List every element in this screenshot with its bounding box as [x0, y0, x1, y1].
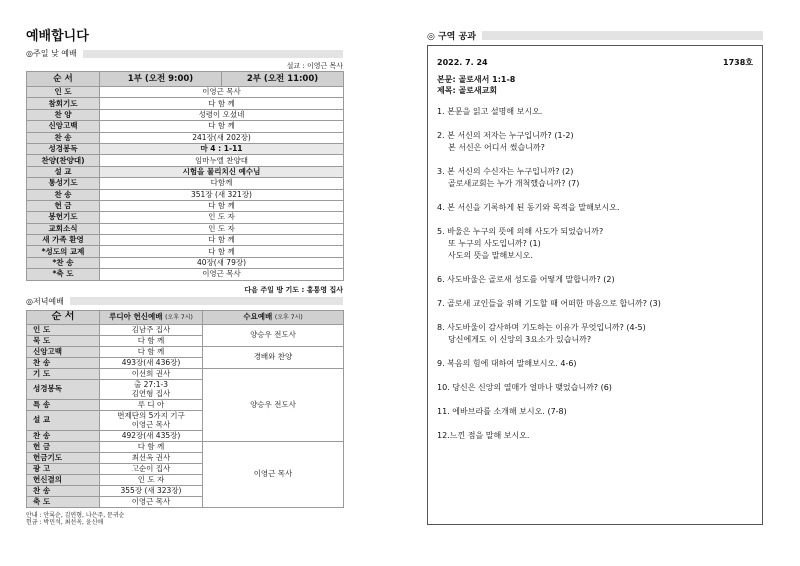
row-label: 신앙고백 [27, 121, 100, 132]
evening-header-friday [100, 310, 203, 324]
question-text: 1. 본문을 읽고 설명해 보시오. [437, 107, 543, 116]
row-value: 351장 (새 321장) [100, 189, 344, 200]
question-item [437, 298, 753, 310]
row-label: 설 교 [27, 166, 100, 177]
question-item [437, 130, 753, 154]
friday-cell [100, 496, 203, 507]
question-text: 2. 본 서신의 저자는 누구입니까? (1-2) [437, 131, 574, 140]
question-text: 7. 골로새 교인들을 위해 기도할 때 어떠한 마음으로 합니까? (3) [437, 299, 661, 308]
friday-cell [100, 399, 203, 410]
right-page [427, 28, 763, 525]
table-row [27, 189, 344, 200]
table-row [27, 132, 344, 143]
question-item [437, 322, 753, 346]
friday-service-name: 루디아 헌신예배 [109, 311, 163, 321]
row-value: 이영근 목사 [100, 87, 344, 98]
table-row [27, 121, 344, 132]
row-label: *성도의 교제 [27, 246, 100, 257]
question-text: 10. 당신은 신앙의 열매가 얼마나 맺었습니까? (6) [437, 383, 612, 392]
table-row [27, 235, 344, 246]
next-prayer-label: 다음 주일 방 기도 : [244, 285, 305, 294]
table-row [27, 143, 344, 154]
heading-bar [482, 31, 763, 40]
friday-value: 이영근 목사 [131, 496, 171, 506]
question-text: 8. 사도바울이 감사하며 기도하는 이유가 무엇입니까? (4-5) [437, 323, 646, 332]
preacher-label: 설교 : [286, 62, 305, 70]
friday-value: 다 함 께 [137, 346, 165, 356]
friday-cell [100, 346, 203, 357]
question-item [437, 382, 753, 394]
row-value: 다 함 께 [100, 98, 344, 109]
question-text: 6. 사도바울은 골로새 성도를 어떻게 말합니까? (2) [437, 275, 615, 284]
question-subtext: 당신에게도 이 신앙의 3요소가 있습니까? [448, 335, 592, 344]
friday-cell [100, 410, 203, 430]
issue-number: 1738호 [723, 58, 753, 67]
friday-value: 이선희 권사 [131, 368, 171, 378]
wednesday-cell: 양승우 전도사 [203, 368, 344, 441]
row-value: 다 함 께 [100, 246, 344, 257]
table-row [27, 246, 344, 257]
table-row [27, 441, 344, 452]
next-prayer-name: 홍통영 집사 [306, 285, 343, 294]
question-item [437, 358, 753, 370]
evening-header-order: 순 서 [27, 310, 100, 324]
question-text: 12.느낀 점을 말해 보시오. [437, 431, 530, 440]
friday-cell [100, 324, 203, 335]
row-label: 성경봉독 [27, 379, 100, 399]
row-label: 찬 송 [27, 189, 100, 200]
question-subtext: 골로새교회는 누가 개척했습니까? (7) [448, 179, 580, 188]
question-subtext: 사도의 뜻을 말해보시오. [448, 251, 533, 260]
friday-value-2: 이영근 목사 [131, 420, 171, 430]
friday-cell [100, 430, 203, 441]
friday-value: 고순이 집사 [131, 463, 171, 473]
lesson-box [427, 45, 763, 525]
table-row [27, 166, 344, 177]
question-subtext: 본 서신은 어디서 썼습니까? [448, 143, 545, 152]
friday-cell [100, 485, 203, 496]
row-label: 새 가족 환영 [27, 235, 100, 246]
friday-value: 루 디 아 [137, 399, 165, 409]
row-label: 참회기도 [27, 98, 100, 109]
lesson-top-line [437, 56, 753, 70]
lesson-subject: 제목: 골로새교회 [437, 86, 498, 95]
row-value: 마 4 : 1-11 [100, 143, 344, 154]
preacher-name: 이영근 목사 [306, 62, 343, 70]
row-label: 헌 금 [27, 200, 100, 211]
row-label: 찬 양 [27, 109, 100, 120]
left-page [26, 28, 343, 526]
friday-cell [100, 335, 203, 346]
row-label: 신앙고백 [27, 346, 100, 357]
heading-bar [70, 297, 343, 305]
table-row [27, 368, 344, 379]
row-value: 인 도 자 [100, 223, 344, 234]
row-label: 광 고 [27, 463, 100, 474]
wednesday-cell: 경배와 찬양 [203, 346, 344, 368]
friday-value: 인 도 자 [137, 474, 165, 484]
header-first-service: 1부 (오전 9:00) [100, 72, 222, 87]
question-item [437, 274, 753, 286]
question-item [437, 166, 753, 190]
notes [26, 512, 343, 526]
friday-cell [100, 474, 203, 485]
table-row [27, 212, 344, 223]
question-text: 11. 에바브라를 소개해 보시오. (7-8) [437, 407, 567, 416]
row-label: *축 도 [27, 269, 100, 280]
header-order: 순 서 [27, 72, 100, 87]
row-label: 헌 금 [27, 441, 100, 452]
question-text: 9. 복음의 힘에 대하여 말해보시오. 4-6) [437, 359, 577, 368]
row-label: 인 도 [27, 87, 100, 98]
row-value: 다 함 께 [100, 121, 344, 132]
friday-cell [100, 379, 203, 399]
sunday-service-title: ◎주일 낮 예배 [26, 49, 77, 58]
table-row [27, 109, 344, 120]
friday-value: 최선옥 권사 [131, 452, 171, 462]
heading-bar [83, 50, 343, 58]
wednesday-cell: 양승우 전도사 [203, 324, 344, 346]
wednesday-service-name: 수요예배 [243, 311, 273, 321]
friday-value: 355장 (새 323장) [120, 485, 182, 495]
row-label: 헌신결의 [27, 474, 100, 485]
scripture-reference: 본문: 골로새서 1:1-8 [437, 75, 516, 84]
table-row [27, 257, 344, 268]
row-value: 이영근 목사 [100, 269, 344, 280]
sunday-service-heading [26, 48, 343, 59]
header-second-service: 2부 (오전 11:00) [222, 72, 344, 87]
friday-cell [100, 368, 203, 379]
row-label: 찬 송 [27, 485, 100, 496]
friday-value: 493장(새 436장) [121, 357, 181, 367]
table-row [27, 98, 344, 109]
friday-service-time: (오후 7시) [165, 313, 193, 321]
question-item [437, 202, 753, 214]
table-row [27, 223, 344, 234]
table-row [27, 324, 344, 335]
table-row [27, 346, 344, 357]
row-label: 봉헌기도 [27, 212, 100, 223]
table-header-row [27, 72, 344, 87]
friday-cell [100, 452, 203, 463]
row-label: 교회소식 [27, 223, 100, 234]
row-value: 다 함 께 [100, 200, 344, 211]
row-label: 인 도 [27, 324, 100, 335]
evening-order-table [26, 310, 344, 508]
row-label: 기 도 [27, 368, 100, 379]
ushers-note: 안내 : 안록순, 김연형, 나은주, 문귀순 [26, 511, 125, 519]
friday-cell [100, 357, 203, 368]
evening-service-title: ◎저녁예배 [26, 296, 64, 306]
friday-value: 번제단의 5가지 기구 [117, 410, 185, 420]
next-prayer-line [26, 284, 343, 296]
lesson-date: 2022. 7. 24 [437, 58, 488, 67]
question-text: 4. 본 서신을 기록하게 된 동기와 목적을 말해보시오. [437, 203, 620, 212]
row-label: 찬양(찬양대) [27, 155, 100, 166]
table-row [27, 178, 344, 189]
table-row [27, 155, 344, 166]
page-title: 예배합니다 [26, 29, 89, 44]
row-label: 축 도 [27, 496, 100, 507]
row-value: 241장(새 202장) [100, 132, 344, 143]
evening-header-row [27, 310, 344, 324]
wednesday-service-time: (오후 7시) [274, 313, 303, 321]
row-label: *찬 송 [27, 257, 100, 268]
evening-service-heading [26, 296, 343, 307]
table-row [27, 87, 344, 98]
row-label: 찬 송 [27, 430, 100, 441]
row-value: 성령이 오셨네 [100, 109, 344, 120]
friday-value: 김남주 집사 [131, 324, 171, 334]
preacher-line [26, 61, 343, 71]
question-text: 3. 본 서신의 수신자는 누구입니까? (2) [437, 167, 574, 176]
row-label: 성경봉독 [27, 143, 100, 154]
row-value: 인 도 자 [100, 212, 344, 223]
row-label: 찬 송 [27, 357, 100, 368]
friday-value: 출 27:1-3 [134, 379, 168, 389]
wednesday-cell: 이영근 목사 [203, 441, 344, 507]
friday-value-2: 김연형 집사 [131, 389, 171, 399]
row-value: 시험을 물리치신 예수님 [100, 166, 344, 177]
row-value: 다 함 께 [100, 235, 344, 246]
friday-value: 492장(새 435장) [121, 430, 181, 440]
friday-cell [100, 441, 203, 452]
row-label: 헌금기도 [27, 452, 100, 463]
sunday-order-table [26, 71, 344, 281]
row-label: 특 송 [27, 399, 100, 410]
offering-note: 헌금 : 박민석, 최선옥, 윤신애 [26, 518, 104, 526]
table-row [27, 200, 344, 211]
row-label: 묵 도 [27, 335, 100, 346]
cell-lesson-heading [427, 28, 763, 42]
row-label: 통성기도 [27, 178, 100, 189]
question-list [437, 106, 753, 442]
row-value: 임마누엘 찬양대 [100, 155, 344, 166]
evening-header-wednesday [203, 310, 344, 324]
cell-lesson-title: ◎ 구역 공과 [427, 31, 476, 42]
question-item [437, 226, 753, 262]
question-item [437, 406, 753, 418]
friday-cell [100, 463, 203, 474]
row-value: 다함께 [100, 178, 344, 189]
question-item [437, 430, 753, 442]
question-item [437, 106, 753, 118]
table-row [27, 269, 344, 280]
row-value: 40장(새 79장) [100, 257, 344, 268]
friday-value: 다 함 께 [137, 441, 165, 451]
question-text: 5. 바울은 누구의 뜻에 의해 사도가 되었습니까? [437, 227, 604, 236]
question-subtext: 또 누구의 사도입니까? (1) [448, 239, 541, 248]
row-label: 설 교 [27, 410, 100, 430]
friday-value: 다 함 께 [137, 335, 165, 345]
row-label: 찬 송 [27, 132, 100, 143]
